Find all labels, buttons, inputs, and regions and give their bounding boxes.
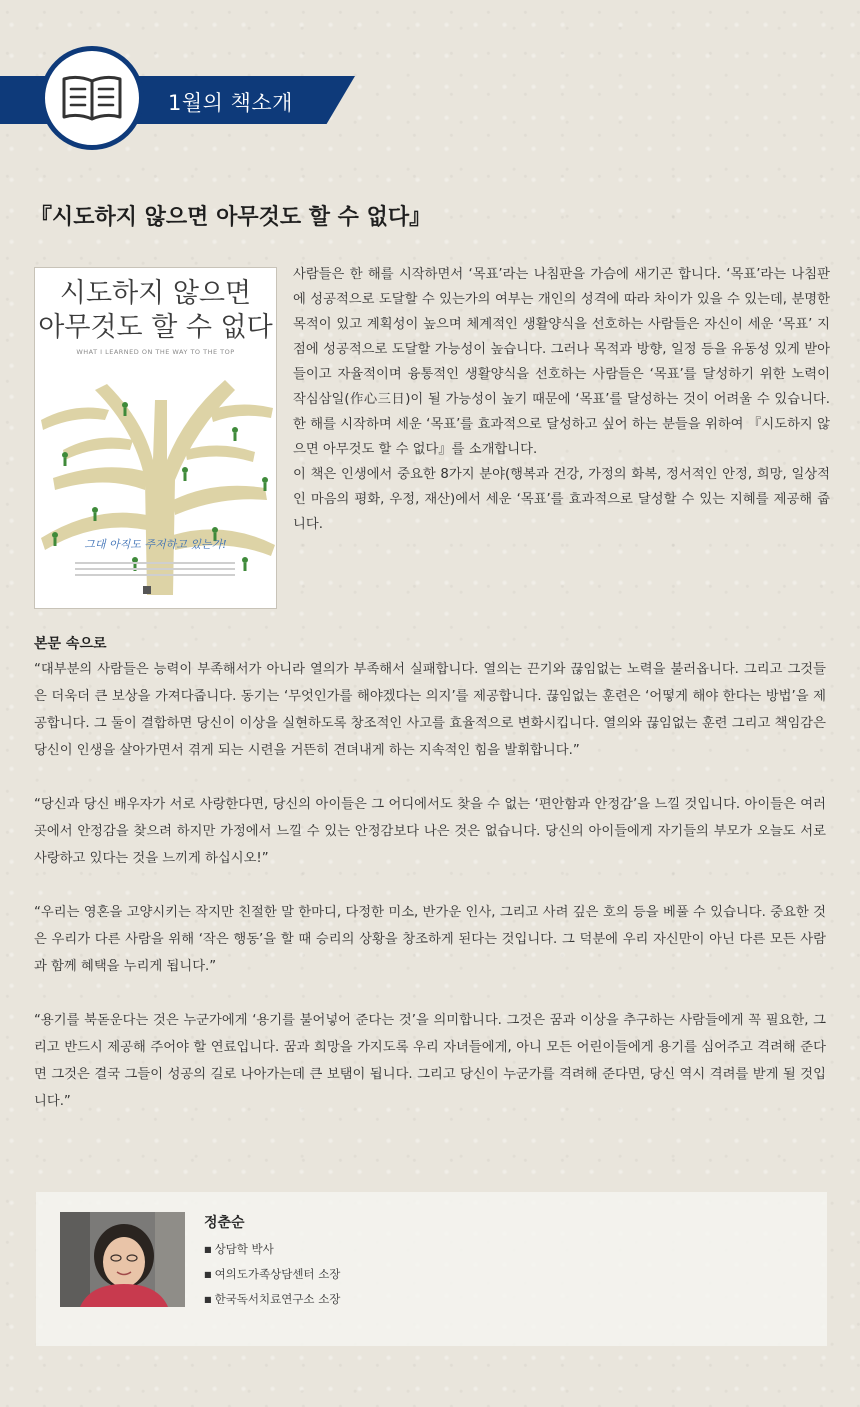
cover-subtitle: WHAT I LEARNED ON THE WAY TO THE TOP xyxy=(76,348,235,356)
cover-tagline: 그대 아직도 주저하고 있는가! xyxy=(84,538,227,551)
author-card xyxy=(36,1192,827,1346)
author-name: 정춘순 xyxy=(204,1215,245,1231)
excerpt-heading: 본문 속으로 xyxy=(34,636,107,652)
intro-paragraph: 사람들은 한 해를 시작하면서 ‘목표’라는 나침판을 가슴에 새기곤 합니다. ‘목표’라는 나침판에 성공적으로 도달할 수 있는가의 여부는 개인의 성격에 따라 차이가 있을 수 있는데, 분명한 목적이 있고 계획성이 높으며 체계적인 생활양식을 선호하는 사람들은 자신이 세운 ‘목표’ 지점에 성공적으로 도달할 가능성이 높습니다. 그러나 목적과 방향, 일정 등을 유동성 있게 받아들이고 자율적이며 융통적인 생활양식을 선호하는 사람들은 ‘목표’를 달성하기 위한 노력이 작심삼일(作心三日)이 될 가능성이 높기 때문에 ‘목표’를 달성하는 것이 어려울 수 있습니다. 한 해를 시작하며 세운 ‘목표’를 효과적으로 달성하고 싶어 하는 분들을 위하여 『시도하지 않으면 아무것도 할 수 없다』를 소개합니다. xyxy=(293,267,830,457)
author-roles xyxy=(204,1237,340,1312)
cover-title-line1: 시도하지 않으면 xyxy=(59,278,252,309)
open-book-icon xyxy=(60,75,124,121)
author-photo xyxy=(60,1212,185,1307)
cover-blurb xyxy=(75,558,235,580)
publisher-logo xyxy=(143,586,151,594)
author-role: ■ 상담학 박사 xyxy=(204,1237,340,1262)
book-title: 『시도하지 않으면 아무것도 할 수 없다』 xyxy=(30,205,432,230)
excerpt-quote: “대부분의 사람들은 능력이 부족해서가 아니라 열의가 부족해서 실패합니다. 열의는 끈기와 끊임없는 노력을 불러옵니다. 그리고 그것들은 더욱더 큰 보상을 가져다줍니다. 동기는 ‘무엇인가를 해야겠다는 의지’를 제공합니다. 끊임없는 훈련은 ‘어떻게 해야 한다는 방법’을 제공합니다. 그 둘이 결합하면 당신이 이상을 실현하도록 창조적인 사고를 효율적으로 변화시킵니다. 열의와 끊임없는 훈련 그리고 책임감은 당신이 인생을 살아가면서 겪게 되는 시련을 거뜬히 견뎌내게 하는 지속적인 힘을 발휘합니다.” xyxy=(34,662,826,758)
cover-title-line2: 아무것도 할 수 없다 xyxy=(38,312,273,343)
header-badge xyxy=(40,46,144,150)
page-section-title: 1월의 책소개 xyxy=(168,91,293,115)
excerpt-quote: “용기를 북돋운다는 것은 누군가에게 ‘용기를 불어넣어 준다는 것’을 의미합니다. 그것은 꿈과 이상을 추구하는 사람들에게 꼭 필요한, 그리고 반드시 제공해 주어야 할 연료입니다. 꿈과 희망을 가지도록 우리 자녀들에게, 아니 모든 어린이들에게 용기를 심어주고 격려해 준다면 그것은 결국 그들이 성공의 길로 나아가는데 큰 보탬이 됩니다. 그리고 당신이 누군가를 격려해 준다면, 당신 역시 격려를 받게 될 것입니다.” xyxy=(34,1013,826,1109)
excerpt-quotes xyxy=(34,656,826,1142)
author-role: ■ 한국독서치료연구소 소장 xyxy=(204,1287,340,1312)
intro-paragraph: 이 책은 인생에서 중요한 8가지 분야(행복과 건강, 가정의 화복, 정서적인 안정, 희망, 일상적인 마음의 평화, 우정, 재산)에서 세운 ‘목표’를 효과적으로 달성할 수 있는 지혜를 제공해 줍니다. xyxy=(293,467,830,532)
book-cover xyxy=(34,267,277,609)
excerpt-quote: “우리는 영혼을 고양시키는 작지만 친절한 말 한마디, 다정한 미소, 반가운 인사, 그리고 사려 깊은 호의 등을 베풀 수 있습니다. 중요한 것은 우리가 다른 사람을 위해 ‘작은 행동’을 할 때 승리의 상황을 창조하게 된다는 것입니다. 그 덕분에 우리 자신만이 아닌 다른 모든 사람과 함께 혜택을 누리게 됩니다.” xyxy=(34,905,826,974)
author-role: ■ 여의도가족상담센터 소장 xyxy=(204,1262,340,1287)
book-introduction xyxy=(293,262,830,537)
excerpt-quote: “당신과 당신 배우자가 서로 사랑한다면, 당신의 아이들은 그 어디에서도 찾을 수 없는 ‘편안함과 안정감’을 느낄 것입니다. 아이들은 여러 곳에서 안정감을 찾으려 하지만 가정에서 느낄 수 있는 안정감보다 나은 것은 없습니다. 당신의 아이들에게 자기들의 부모가 오늘도 서로 사랑하고 있다는 것을 느끼게 하십시오!” xyxy=(34,797,826,866)
